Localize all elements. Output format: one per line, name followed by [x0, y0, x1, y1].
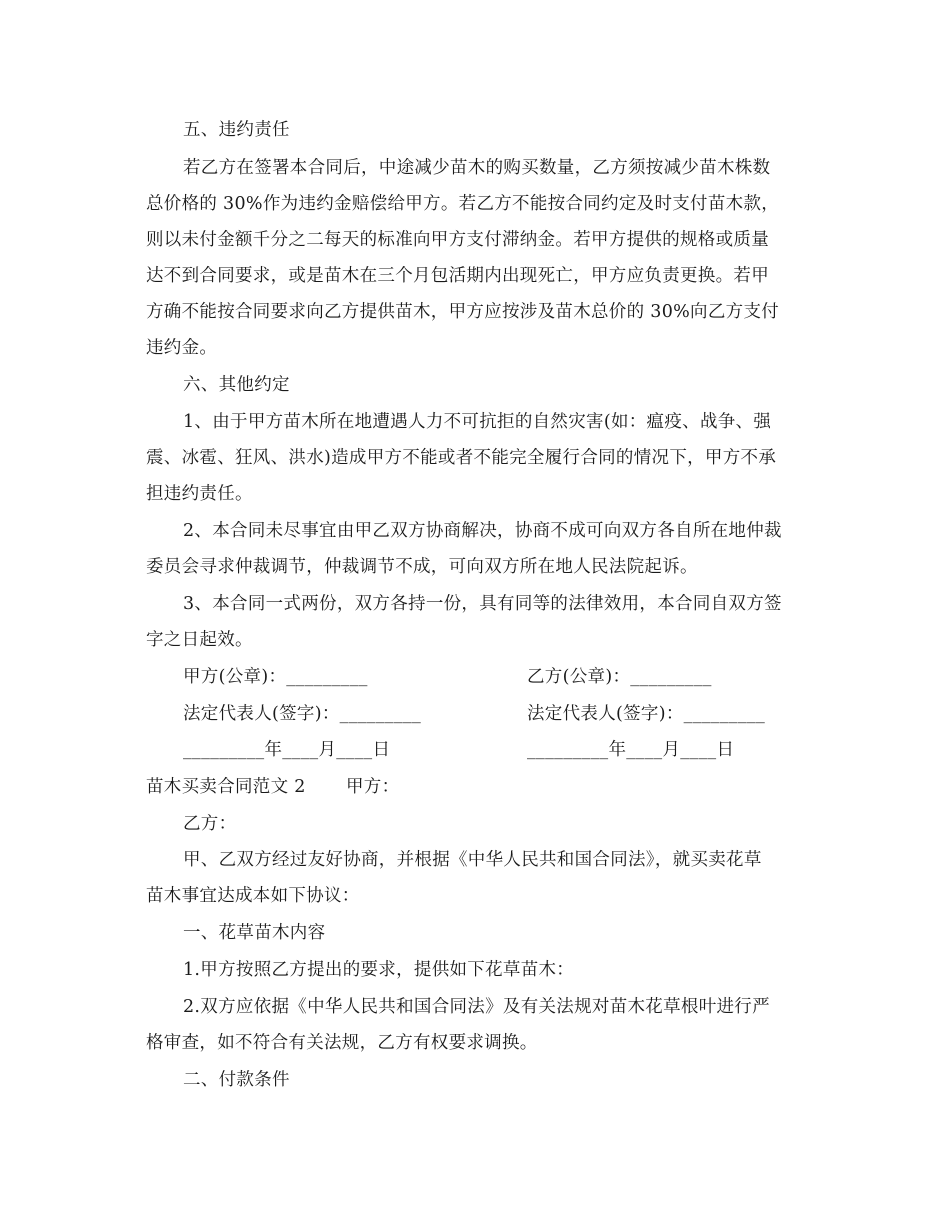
- paragraph-line: 总价格的 30%作为违约金赔偿给甲方。若乙方不能按合同约定及时支付苗木款，: [146, 194, 780, 214]
- contract-2-title: 苗木买卖合同范文 2: [146, 777, 306, 797]
- party-a-date: _________年____月____日: [183, 740, 391, 760]
- paragraph-line: 1.甲方按照乙方提出的要求，提供如下花草苗木：: [183, 960, 575, 980]
- paragraph-line: 若乙方在签署本合同后，中途减少苗木的购买数量，乙方须按减少苗木株数: [183, 158, 771, 178]
- party-b-date: _________年____月____日: [527, 740, 735, 760]
- party-a-seal: 甲方(公章)：_________: [183, 667, 368, 687]
- paragraph-line: 担违约责任。: [146, 484, 253, 504]
- paragraph-line: 则以未付金额千分之二每天的标准向甲方支付滞纳金。若甲方提供的规格或质量: [146, 230, 769, 250]
- paragraph-line: 委员会寻求仲裁调节，仲裁调节不成，可向双方所在地人民法院起诉。: [146, 557, 698, 577]
- paragraph-line: 方确不能按合同要求向乙方提供苗木，甲方应按涉及苗木总价的 30%向乙方支付: [146, 302, 780, 322]
- section-heading-payment: 二、付款条件: [183, 1070, 290, 1090]
- paragraph-line: 甲、乙双方经过友好协商，并根据《中华人民共和国合同法》，就买卖花草: [183, 850, 762, 870]
- paragraph-line: 达不到合同要求，或是苗木在三个月包活期内出现死亡，甲方应负责更换。若甲: [146, 266, 769, 286]
- paragraph-line: 苗木事宜达成本如下协议：: [146, 886, 360, 906]
- contract-2-party-b: 乙方：: [183, 814, 237, 834]
- party-b-seal: 乙方(公章)：_________: [527, 667, 712, 687]
- party-b-representative: 法定代表人(签字)：_________: [527, 704, 766, 724]
- paragraph-line: 字之日起效。: [146, 630, 253, 650]
- section-heading-breach: 五、违约责任: [183, 120, 290, 140]
- paragraph-line: 格审查，如不符合有关法规，乙方有权要求调换。: [146, 1033, 538, 1053]
- party-a-representative: 法定代表人(签字)：_________: [183, 704, 422, 724]
- paragraph-line: 震、冰雹、狂风、洪水)造成甲方不能或者不能完全履行合同的情况下，甲方不承: [146, 448, 777, 468]
- paragraph-line: 2.双方应依据《中华人民共和国合同法》及有关法规对苗木花草根叶进行严: [183, 997, 770, 1017]
- paragraph-line: 3、本合同一式两份，双方各持一份，具有同等的法律效用，本合同自双方签: [183, 594, 782, 614]
- contract-2-party-a: 甲方：: [346, 777, 400, 797]
- paragraph-line: 1、由于甲方苗木所在地遭遇人力不可抗拒的自然灾害(如：瘟疫、战争、强: [183, 412, 772, 432]
- section-heading-other: 六、其他约定: [183, 375, 290, 395]
- paragraph-line: 违约金。: [146, 338, 218, 358]
- section-heading-content: 一、花草苗木内容: [183, 923, 326, 943]
- paragraph-line: 2、本合同未尽事宜由甲乙双方协商解决，协商不成可向双方各自所在地仲裁: [183, 521, 782, 541]
